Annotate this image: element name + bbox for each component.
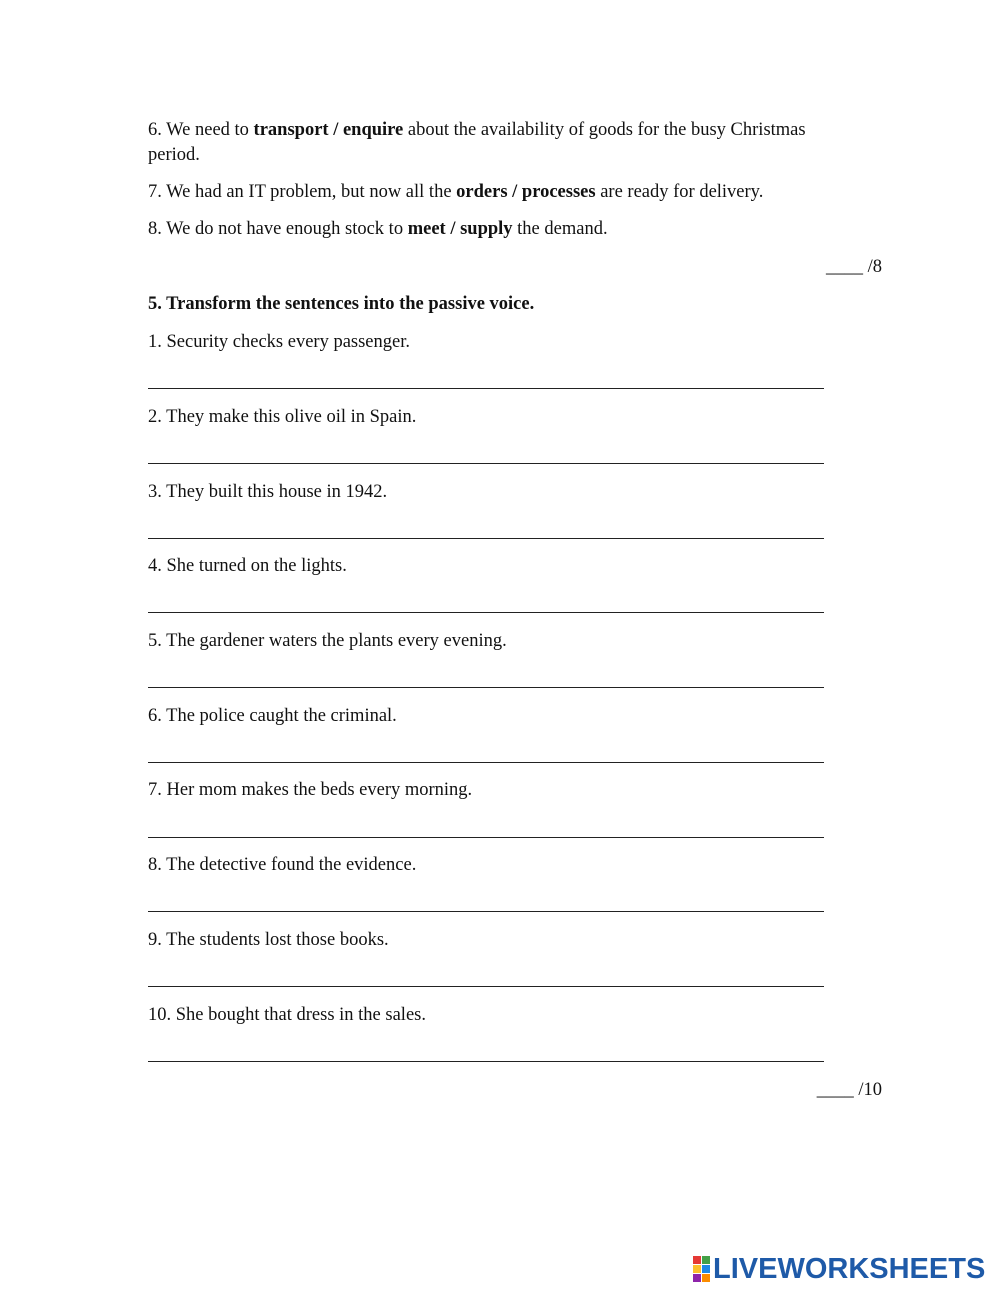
item-6-continuation: period.: [148, 145, 200, 165]
passive-item-9: 9. The students lost those books.: [148, 930, 389, 950]
answer-line-10[interactable]: [148, 1061, 824, 1062]
answer-line-7[interactable]: [148, 837, 824, 838]
logo-mark-icon: [693, 1256, 710, 1282]
item-7-prefix: 7. We had an IT problem, but now all the: [148, 182, 457, 202]
answer-line-3[interactable]: [148, 538, 824, 539]
item-8-choice[interactable]: meet / supply: [407, 219, 513, 239]
passive-item-4: 4. She turned on the lights.: [148, 556, 347, 576]
item-6: [148, 118, 806, 142]
passive-item-10: 10. She bought that dress in the sales.: [148, 1005, 426, 1025]
passive-item-1: 1. Security checks every passenger.: [148, 332, 410, 352]
answer-line-8[interactable]: [148, 911, 824, 912]
section-5-title: 5. Transform the sentences into the passive voice.: [148, 294, 535, 314]
item-7-choice[interactable]: orders / processes: [456, 182, 596, 202]
item-8-suffix: the demand.: [512, 219, 608, 239]
passive-item-2: 2. They make this olive oil in Spain.: [148, 407, 417, 427]
answer-line-5[interactable]: [148, 687, 824, 688]
passive-item-3: 3. They built this house in 1942.: [148, 482, 388, 502]
score-section-5: ____ /10: [816, 1080, 882, 1100]
item-6-choice[interactable]: transport / enquire: [253, 120, 404, 140]
answer-line-4[interactable]: [148, 612, 824, 613]
passive-item-6: 6. The police caught the criminal.: [148, 706, 397, 726]
answer-line-1[interactable]: [148, 388, 824, 389]
item-7-suffix: are ready for delivery.: [595, 182, 764, 202]
answer-line-2[interactable]: [148, 463, 824, 464]
item-8: [148, 217, 608, 241]
answer-line-9[interactable]: [148, 986, 824, 987]
passive-item-8: 8. The detective found the evidence.: [148, 855, 417, 875]
item-8-prefix: 8. We do not have enough stock to: [148, 219, 408, 239]
item-6-prefix: 6. We need to: [148, 120, 254, 140]
passive-item-7: 7. Her mom makes the beds every morning.: [148, 780, 473, 800]
passive-item-5: 5. The gardener waters the plants every evening.: [148, 631, 507, 651]
liveworksheets-logo: [693, 1252, 985, 1286]
item-6-suffix: about the availability of goods for the busy Christmas: [403, 120, 806, 140]
brand-name: LIVEWORKSHEETS: [713, 1252, 986, 1285]
score-section-4: ____ /8: [825, 257, 882, 277]
item-7: [148, 180, 763, 204]
answer-line-6[interactable]: [148, 762, 824, 763]
